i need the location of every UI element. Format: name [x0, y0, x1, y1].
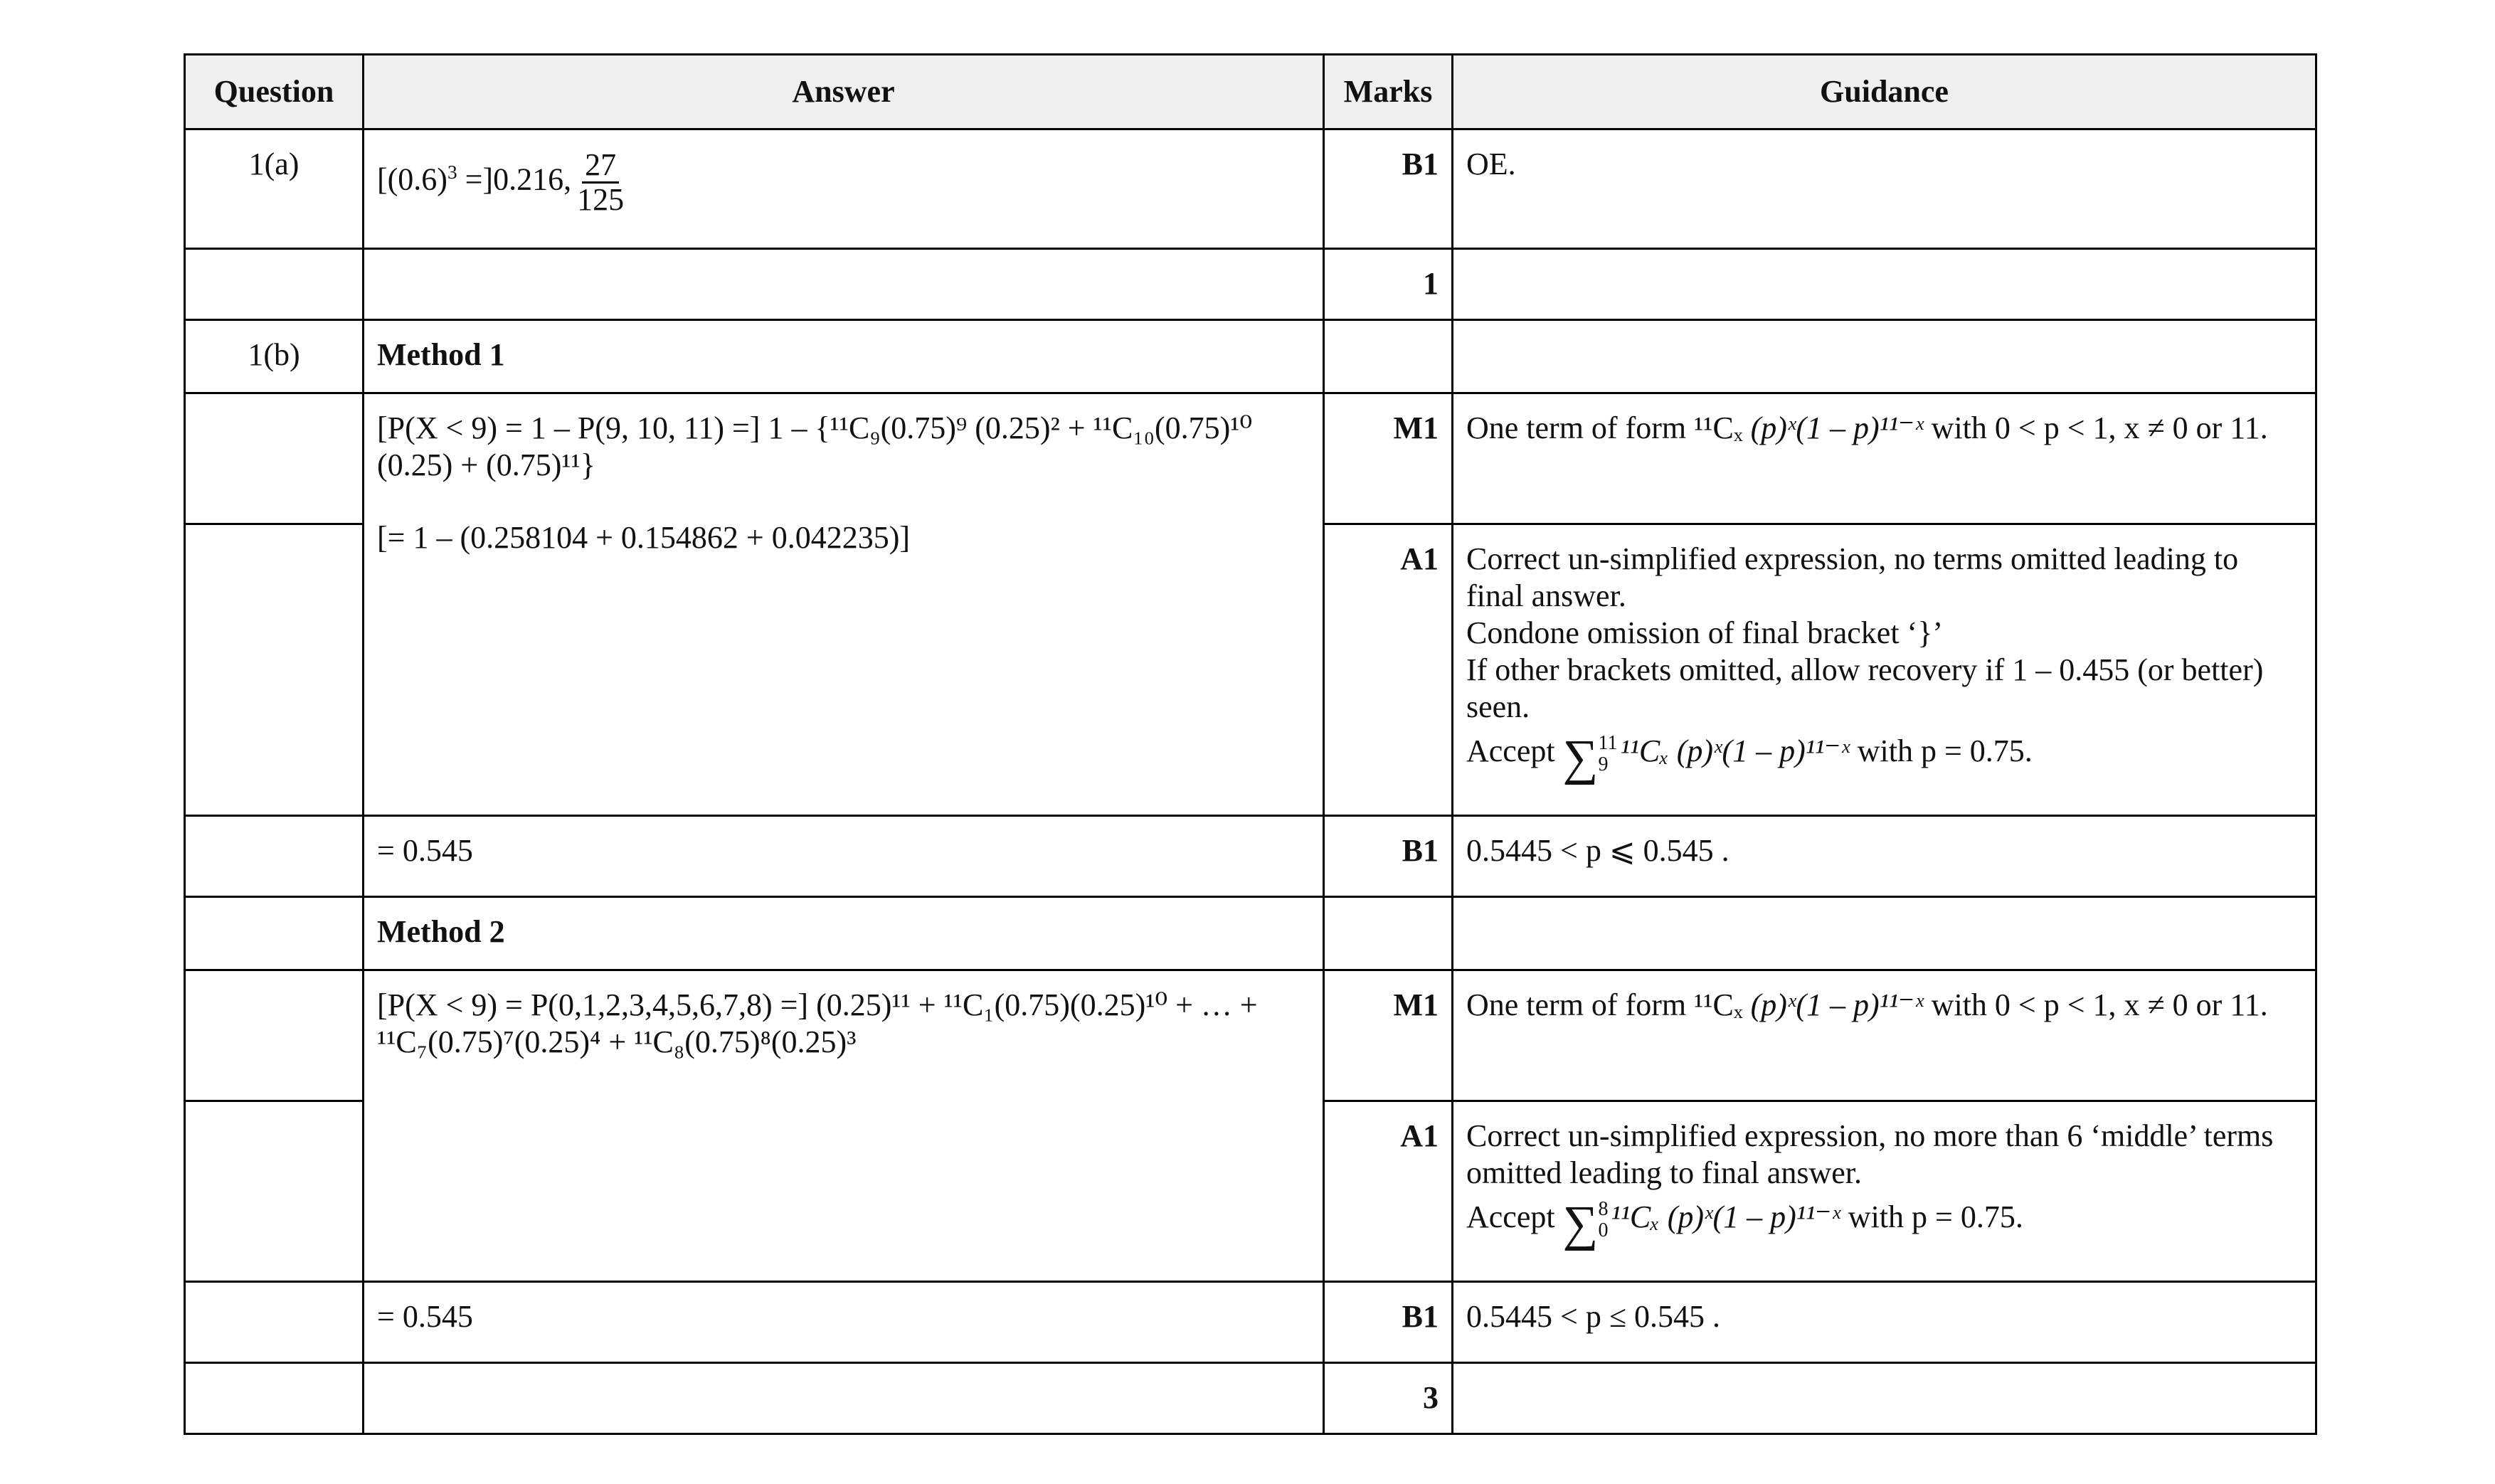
method2-a1-guidance [1453, 1101, 2316, 1282]
table-row [185, 129, 2316, 249]
method1-final-answer: = 0.545 [364, 816, 1324, 897]
method1-answer [364, 393, 1324, 816]
method2-answer [364, 970, 1324, 1282]
table-row [185, 1363, 2316, 1434]
m1-guidance-expression: (p)ˣ(1 – p)¹¹⁻ˣ [1750, 410, 1924, 445]
question-label-empty [185, 970, 364, 1101]
answer-1a-value: =]0.216, [457, 161, 572, 197]
m1-guidance-condition: with 0 < p < 1, x ≠ 0 or 11. [1931, 410, 2268, 445]
method1-m1-mark: M1 [1324, 393, 1453, 524]
guidance-empty [1453, 1363, 2316, 1434]
a1-guidance-line: Condone omission of final bracket ‘}’ [1466, 615, 1943, 650]
method2-answer-line1: [P(X < 9) = P(0,1,2,3,4,5,6,7,8) =] (0.25)¹¹ + ¹¹C₁(0.75)(0.25)¹⁰ + … + ¹¹C₇(0.75)⁷(0.25)⁴ + ¹¹C₈(0.75)⁸(0.25)³ [377, 987, 1258, 1059]
guidance-1a: OE. [1453, 129, 2316, 249]
a1-guidance-line: Correct un-simplified expression, no more than 6 ‘middle’ terms omitted leading to final answer. [1466, 1118, 2274, 1190]
answer-1a-prefix: [(0.6) [377, 161, 447, 197]
method1-answer-line1: [P(X < 9) = 1 – P(9, 10, 11) =] 1 – {¹¹C₉(0.75)⁹ (0.25)² + ¹¹C₁₀(0.75)¹⁰ (0.25) + (0.75)¹¹} [377, 410, 1253, 482]
question-label-1a: 1(a) [185, 129, 364, 249]
question-label-empty [185, 1101, 364, 1282]
m1-guidance-condition: with 0 < p < 1, x ≠ 0 or 11. [1931, 987, 2268, 1022]
sum-expression: ¹¹Cₓ (p)ˣ(1 – p)¹¹⁻ˣ [1620, 733, 1850, 769]
method1-b1-mark: B1 [1324, 816, 1453, 897]
question-label-empty [185, 249, 364, 320]
mark-scheme-table [184, 53, 2317, 1435]
question-label-empty [185, 897, 364, 970]
table-row [185, 816, 2316, 897]
accept-label: Accept [1466, 733, 1555, 769]
sum-upper: 8 [1598, 1198, 1609, 1220]
sum-limits [1599, 733, 1618, 775]
method2-a1-mark: A1 [1324, 1101, 1453, 1282]
mark-empty [1324, 897, 1453, 970]
table-row [185, 1282, 2316, 1363]
answer-1a [364, 129, 1324, 249]
accept-with: with p = 0.75. [1848, 1199, 2023, 1235]
total-1b: 3 [1324, 1363, 1453, 1434]
mark-1a: B1 [1324, 129, 1453, 249]
method1-b1-guidance: 0.5445 < p ⩽ 0.545 . [1453, 816, 2316, 897]
accept-label: Accept [1466, 1199, 1555, 1235]
header-answer: Answer [364, 55, 1324, 129]
method2-m1-mark: M1 [1324, 970, 1453, 1101]
table-row [185, 897, 2316, 970]
sum-limits [1599, 1199, 1609, 1241]
method1-a1-guidance [1453, 524, 2316, 816]
question-label-empty [185, 816, 364, 897]
question-label-empty [185, 524, 364, 816]
mark-empty [1324, 320, 1453, 393]
m1-guidance-expression: (p)ˣ(1 – p)¹¹⁻ˣ [1750, 987, 1924, 1022]
question-label-empty [185, 393, 364, 524]
sigma-icon: ∑ [1562, 731, 1599, 785]
guidance-empty [1453, 897, 2316, 970]
table-row [185, 393, 2316, 524]
method1-a1-mark: A1 [1324, 524, 1453, 816]
sum-lower: 9 [1598, 753, 1609, 775]
method1-answer-line2: [= 1 – (0.258104 + 0.154862 + 0.042235)] [377, 520, 911, 555]
method2-title: Method 2 [364, 897, 1324, 970]
question-label-empty [185, 1282, 364, 1363]
answer-empty [364, 1363, 1324, 1434]
method2-m1-guidance [1453, 970, 2316, 1101]
sigma-icon: ∑ [1562, 1197, 1599, 1251]
method2-b1-guidance: 0.5445 < p ≤ 0.545 . [1453, 1282, 2316, 1363]
method2-b1-mark: B1 [1324, 1282, 1453, 1363]
header-guidance: Guidance [1453, 55, 2316, 129]
m1-guidance-form: One term of form ¹¹Cₓ [1466, 410, 1743, 445]
sum-expression: ¹¹Cₓ (p)ˣ(1 – p)¹¹⁻ˣ [1611, 1199, 1840, 1235]
a1-guidance-accept [1466, 1197, 2302, 1251]
question-label-1b: 1(b) [185, 320, 364, 393]
a1-guidance-line: Correct un-simplified expression, no terms omitted leading to final answer. [1466, 541, 2239, 613]
accept-with: with p = 0.75. [1857, 733, 2033, 769]
guidance-empty [1453, 320, 2316, 393]
method1-m1-guidance [1453, 393, 2316, 524]
header-question: Question [185, 55, 364, 129]
header-row [185, 55, 2316, 129]
a1-guidance-line: If other brackets omitted, allow recovery if 1 – 0.455 (or better) seen. [1466, 652, 2264, 724]
header-marks: Marks [1324, 55, 1453, 129]
answer-1a-exponent: 3 [447, 161, 457, 183]
total-1a: 1 [1324, 249, 1453, 320]
m1-guidance-form: One term of form ¹¹Cₓ [1466, 987, 1743, 1022]
table-row [185, 970, 2316, 1101]
fraction-numerator: 27 [582, 149, 619, 184]
table-row [185, 320, 2316, 393]
method2-final-answer: = 0.545 [364, 1282, 1324, 1363]
a1-guidance-accept [1466, 731, 2302, 785]
table-row [185, 249, 2316, 320]
question-label-empty [185, 1363, 364, 1434]
fraction-denominator: 125 [577, 182, 625, 217]
sum-upper: 11 [1598, 732, 1618, 754]
method1-title: Method 1 [364, 320, 1324, 393]
answer-empty [364, 249, 1324, 320]
guidance-empty [1453, 249, 2316, 320]
answer-1a-fraction [574, 149, 627, 216]
sum-lower: 0 [1598, 1219, 1609, 1241]
